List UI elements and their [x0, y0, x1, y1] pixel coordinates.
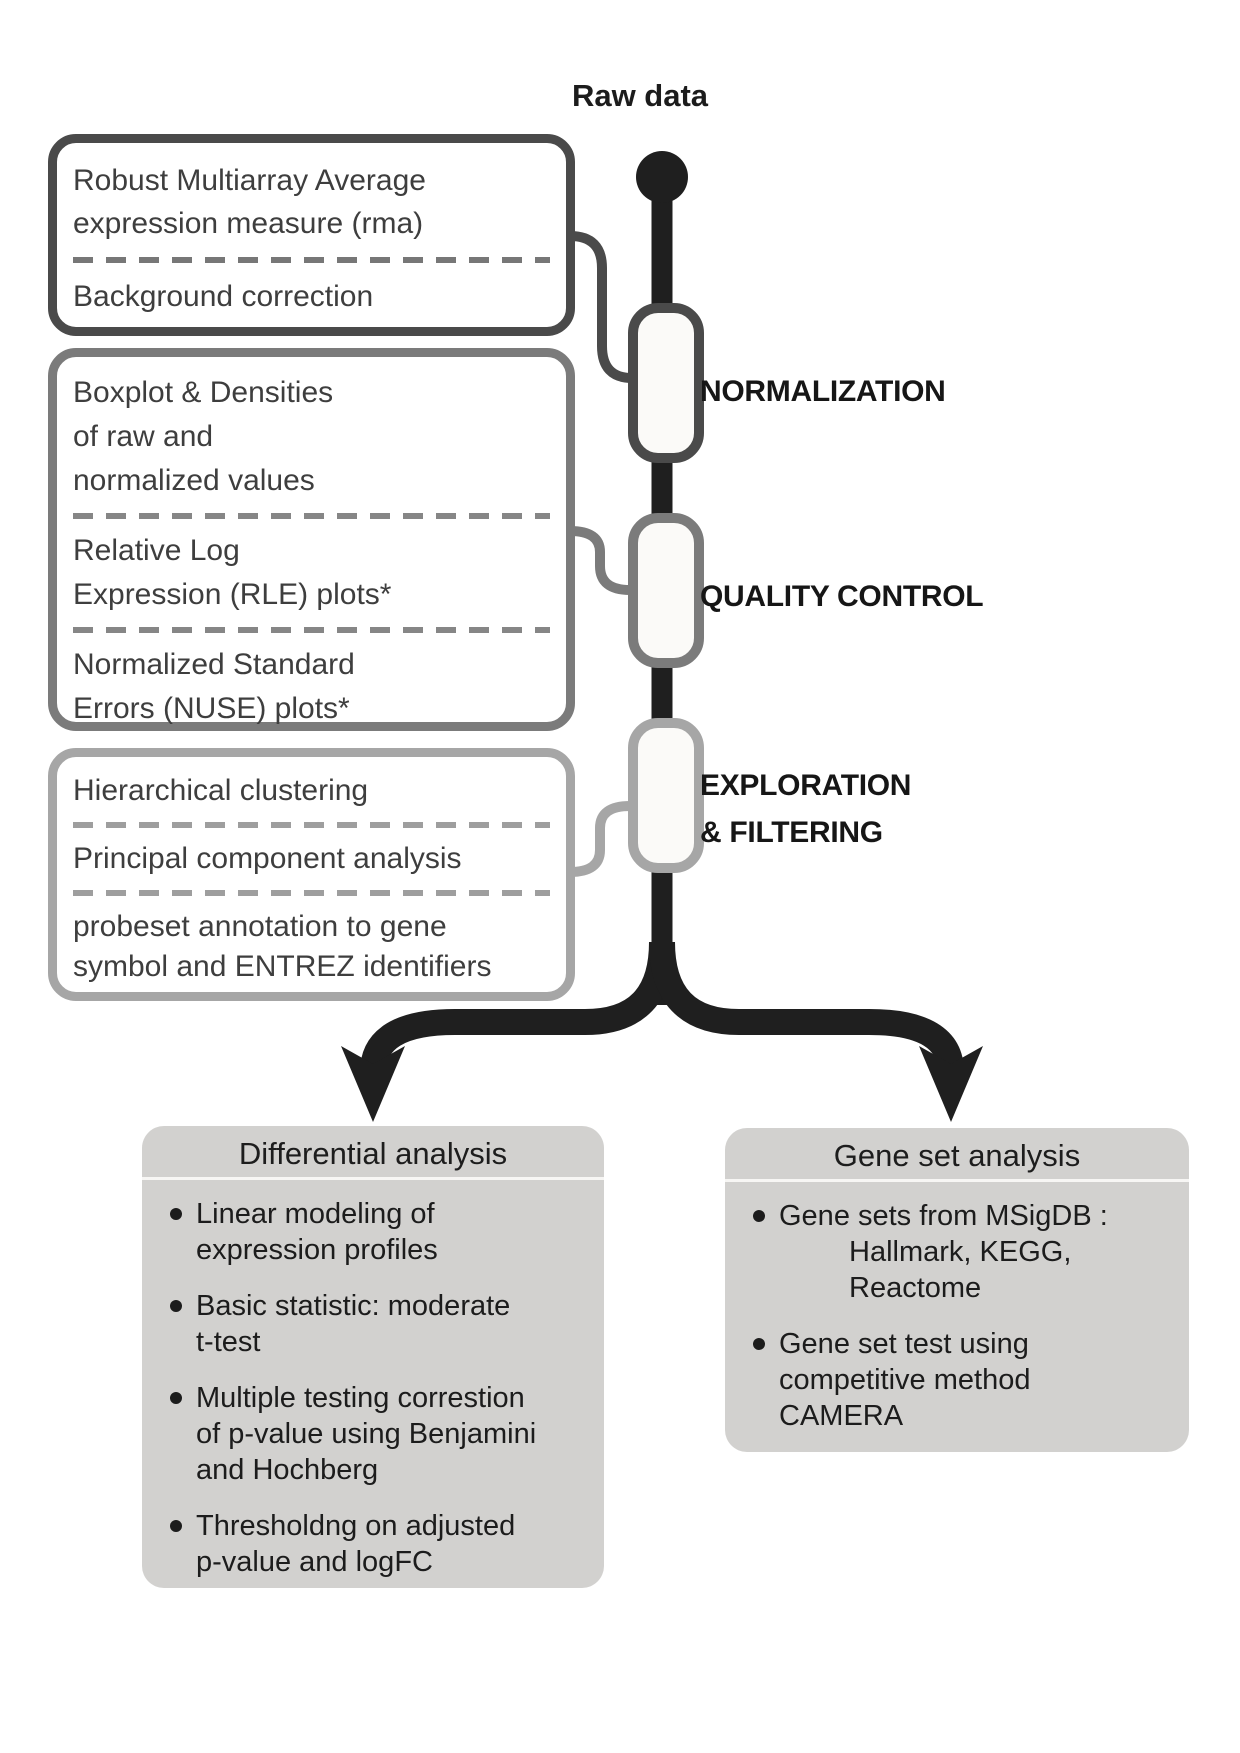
bullet-list [142, 1180, 604, 1580]
stage-node-quality-control [628, 513, 704, 668]
connector-normalization [570, 236, 632, 378]
bullet-item [168, 1508, 596, 1580]
step-line: of raw and [73, 420, 214, 453]
bullet-dot-icon [170, 1300, 182, 1312]
bullet-line: Gene sets from MSigDB : [779, 1200, 1108, 1232]
branch-arm-right [662, 942, 951, 1076]
step-rma [73, 159, 550, 245]
step-rle-plots [73, 529, 550, 617]
bullet-item [168, 1196, 596, 1268]
connector-quality-control [570, 531, 630, 590]
stage-label-exploration-line2: & FILTERING [700, 816, 883, 849]
step-pca [73, 839, 550, 879]
bullet-dot-icon [170, 1208, 182, 1220]
dashed-divider [73, 822, 550, 828]
bullet-line: Linear modeling of [196, 1198, 435, 1230]
bullet-line: Reactome [849, 1272, 982, 1304]
bullet-line: CAMERA [779, 1400, 904, 1432]
bullet-item [751, 1198, 1181, 1306]
bullet-line: Hallmark, KEGG, [849, 1236, 1072, 1268]
bullet-line: Multiple testing correstion [196, 1382, 525, 1414]
bullet-line: t-test [196, 1326, 261, 1358]
step-line: symbol and ENTREZ identifiers [73, 950, 492, 983]
step-line: Expression (RLE) plots* [73, 578, 392, 611]
stage-label-normalization: NORMALIZATION [700, 375, 946, 408]
stage-node-normalization [628, 303, 704, 463]
raw-data-node [636, 151, 688, 203]
bullet-dot-icon [170, 1520, 182, 1532]
step-line: Background correction [73, 280, 374, 313]
bullet-dot-icon [170, 1392, 182, 1404]
dashed-divider [73, 257, 550, 263]
step-line: Normalized Standard [73, 648, 355, 681]
stage-label-quality-control: QUALITY CONTROL [700, 580, 984, 613]
bullet-line: Gene set test using [779, 1328, 1029, 1360]
bullet-item [751, 1326, 1181, 1434]
step-hierarchical-clustering [73, 771, 550, 811]
step-nuse-plots [73, 643, 550, 731]
stage-label-exploration-line1: EXPLORATION [700, 769, 912, 802]
step-line: Principal component analysis [73, 842, 462, 875]
method-box-quality-control [48, 348, 575, 731]
step-line: Errors (NUSE) plots* [73, 692, 350, 725]
step-line: Relative Log [73, 534, 240, 567]
step-line: probeset annotation to gene [73, 910, 447, 943]
bullet-line: p-value and logFC [196, 1546, 433, 1578]
step-probeset-annotation [73, 907, 550, 987]
bullet-dot-icon [753, 1338, 765, 1350]
step-line: normalized values [73, 464, 315, 497]
raw-data-label: Raw data [571, 78, 709, 113]
step-line: Robust Multiarray Average [73, 164, 426, 197]
bullet-line: and Hochberg [196, 1454, 379, 1486]
stage-node-exploration [628, 718, 704, 873]
bullet-item [168, 1288, 596, 1360]
method-box-normalization [48, 134, 575, 336]
dashed-divider [73, 513, 550, 519]
bullet-line: competitive method [779, 1364, 1031, 1396]
panel-title: Differential analysis [142, 1126, 604, 1180]
bullet-dot-icon [753, 1210, 765, 1222]
panel-gene-set-analysis [725, 1128, 1189, 1452]
panel-differential-analysis [142, 1126, 604, 1588]
stage-label-exploration [700, 762, 911, 856]
bullet-line: Thresholdng on adjusted [196, 1510, 516, 1542]
step-line: Hierarchical clustering [73, 774, 369, 807]
connector-exploration [570, 806, 630, 872]
step-line: expression measure (rma) [73, 207, 424, 240]
method-box-exploration [48, 748, 575, 1001]
bullet-item [168, 1380, 596, 1488]
bullet-line: Basic statistic: moderate [196, 1290, 511, 1322]
step-line: Boxplot & Densities [73, 376, 334, 409]
bullet-line: of p-value using Benjamini [196, 1418, 537, 1450]
bullet-list [725, 1182, 1189, 1434]
dashed-divider [73, 890, 550, 896]
step-background-correction [73, 275, 550, 318]
step-boxplot-densities [73, 371, 550, 503]
panel-title: Gene set analysis [725, 1128, 1189, 1182]
bullet-line: expression profiles [196, 1234, 438, 1266]
dashed-divider [73, 627, 550, 633]
